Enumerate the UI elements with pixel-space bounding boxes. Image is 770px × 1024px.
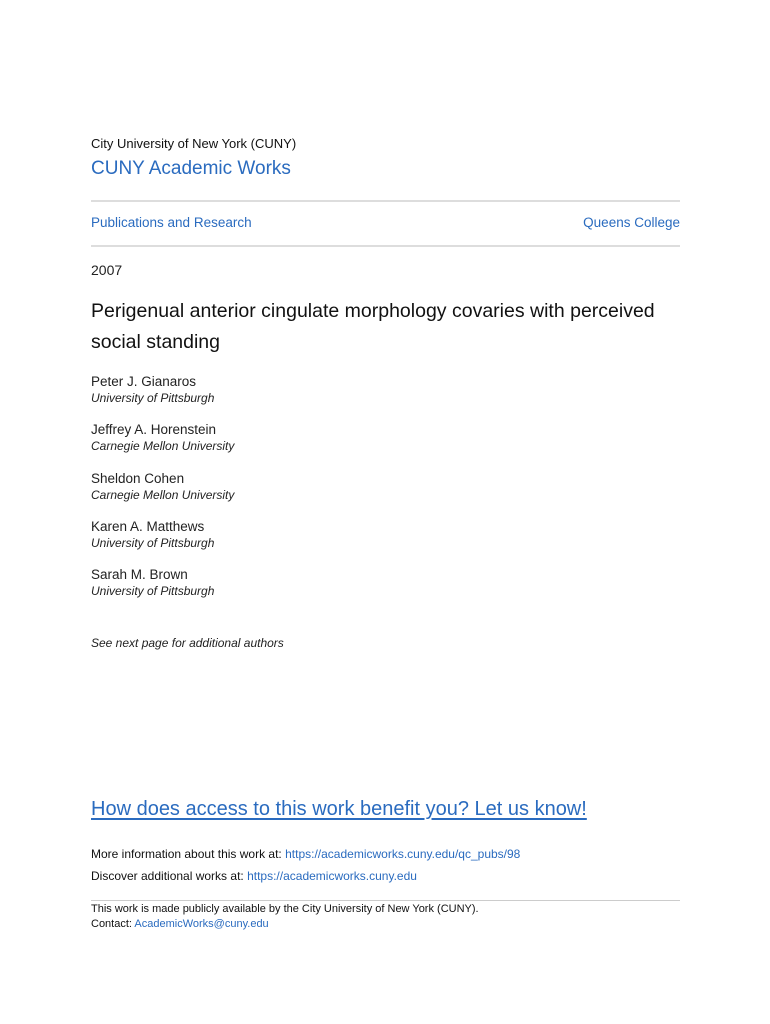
author-affiliation: University of Pittsburgh: [91, 584, 215, 599]
footer-divider: [91, 900, 680, 901]
more-info-label: More information about this work at:: [91, 847, 282, 861]
collection-link[interactable]: Publications and Research: [91, 215, 252, 230]
more-info-line: [91, 847, 520, 861]
contact-line: [91, 918, 269, 930]
author-entry: [91, 470, 680, 518]
author-name: Karen A. Matthews: [91, 518, 205, 534]
discover-line: [91, 869, 417, 883]
series-row: [91, 215, 680, 230]
divider: [91, 200, 680, 202]
author-affiliation: University of Pittsburgh: [91, 391, 215, 405]
author-entry: [91, 566, 680, 614]
author-affiliation: Carnegie Mellon University: [91, 487, 235, 502]
author-affiliation: Carnegie Mellon University: [91, 439, 235, 454]
feedback-link[interactable]: How does access to this work benefit you? Let us know!: [91, 798, 587, 820]
additional-authors-note: See next page for additional authors: [91, 636, 284, 650]
author-entry: [91, 518, 680, 566]
author-affiliation: University of Pittsburgh: [91, 535, 215, 550]
discover-label: Discover additional works at:: [91, 869, 244, 883]
more-info-link[interactable]: https://academicworks.cuny.edu/qc_pubs/98: [285, 847, 521, 861]
publication-year: 2007: [91, 262, 123, 278]
article-title: Perigenual anterior cingulate morphology covaries with perceived social standing: [91, 300, 655, 353]
author-list: [91, 373, 680, 614]
college-link[interactable]: Queens College: [583, 215, 680, 230]
divider: [91, 245, 680, 247]
author-name: Sheldon Cohen: [91, 470, 185, 486]
discover-link[interactable]: https://academicworks.cuny.edu: [247, 869, 417, 883]
author-name: Peter J. Gianaros: [91, 374, 197, 389]
contact-label: Contact:: [91, 918, 132, 930]
cover-page: [91, 0, 680, 1024]
contact-email-link[interactable]: AcademicWorks@cuny.edu: [134, 918, 269, 930]
author-name: Sarah M. Brown: [91, 567, 188, 583]
repository-link[interactable]: CUNY Academic Works: [91, 158, 291, 179]
author-entry: [91, 421, 680, 469]
availability-notice: This work is made publicly available by the City University of New York (CUNY).: [91, 903, 479, 915]
author-name: Jeffrey A. Horenstein: [91, 422, 217, 438]
institution-name: City University of New York (CUNY): [91, 136, 297, 151]
author-entry: [91, 373, 680, 421]
